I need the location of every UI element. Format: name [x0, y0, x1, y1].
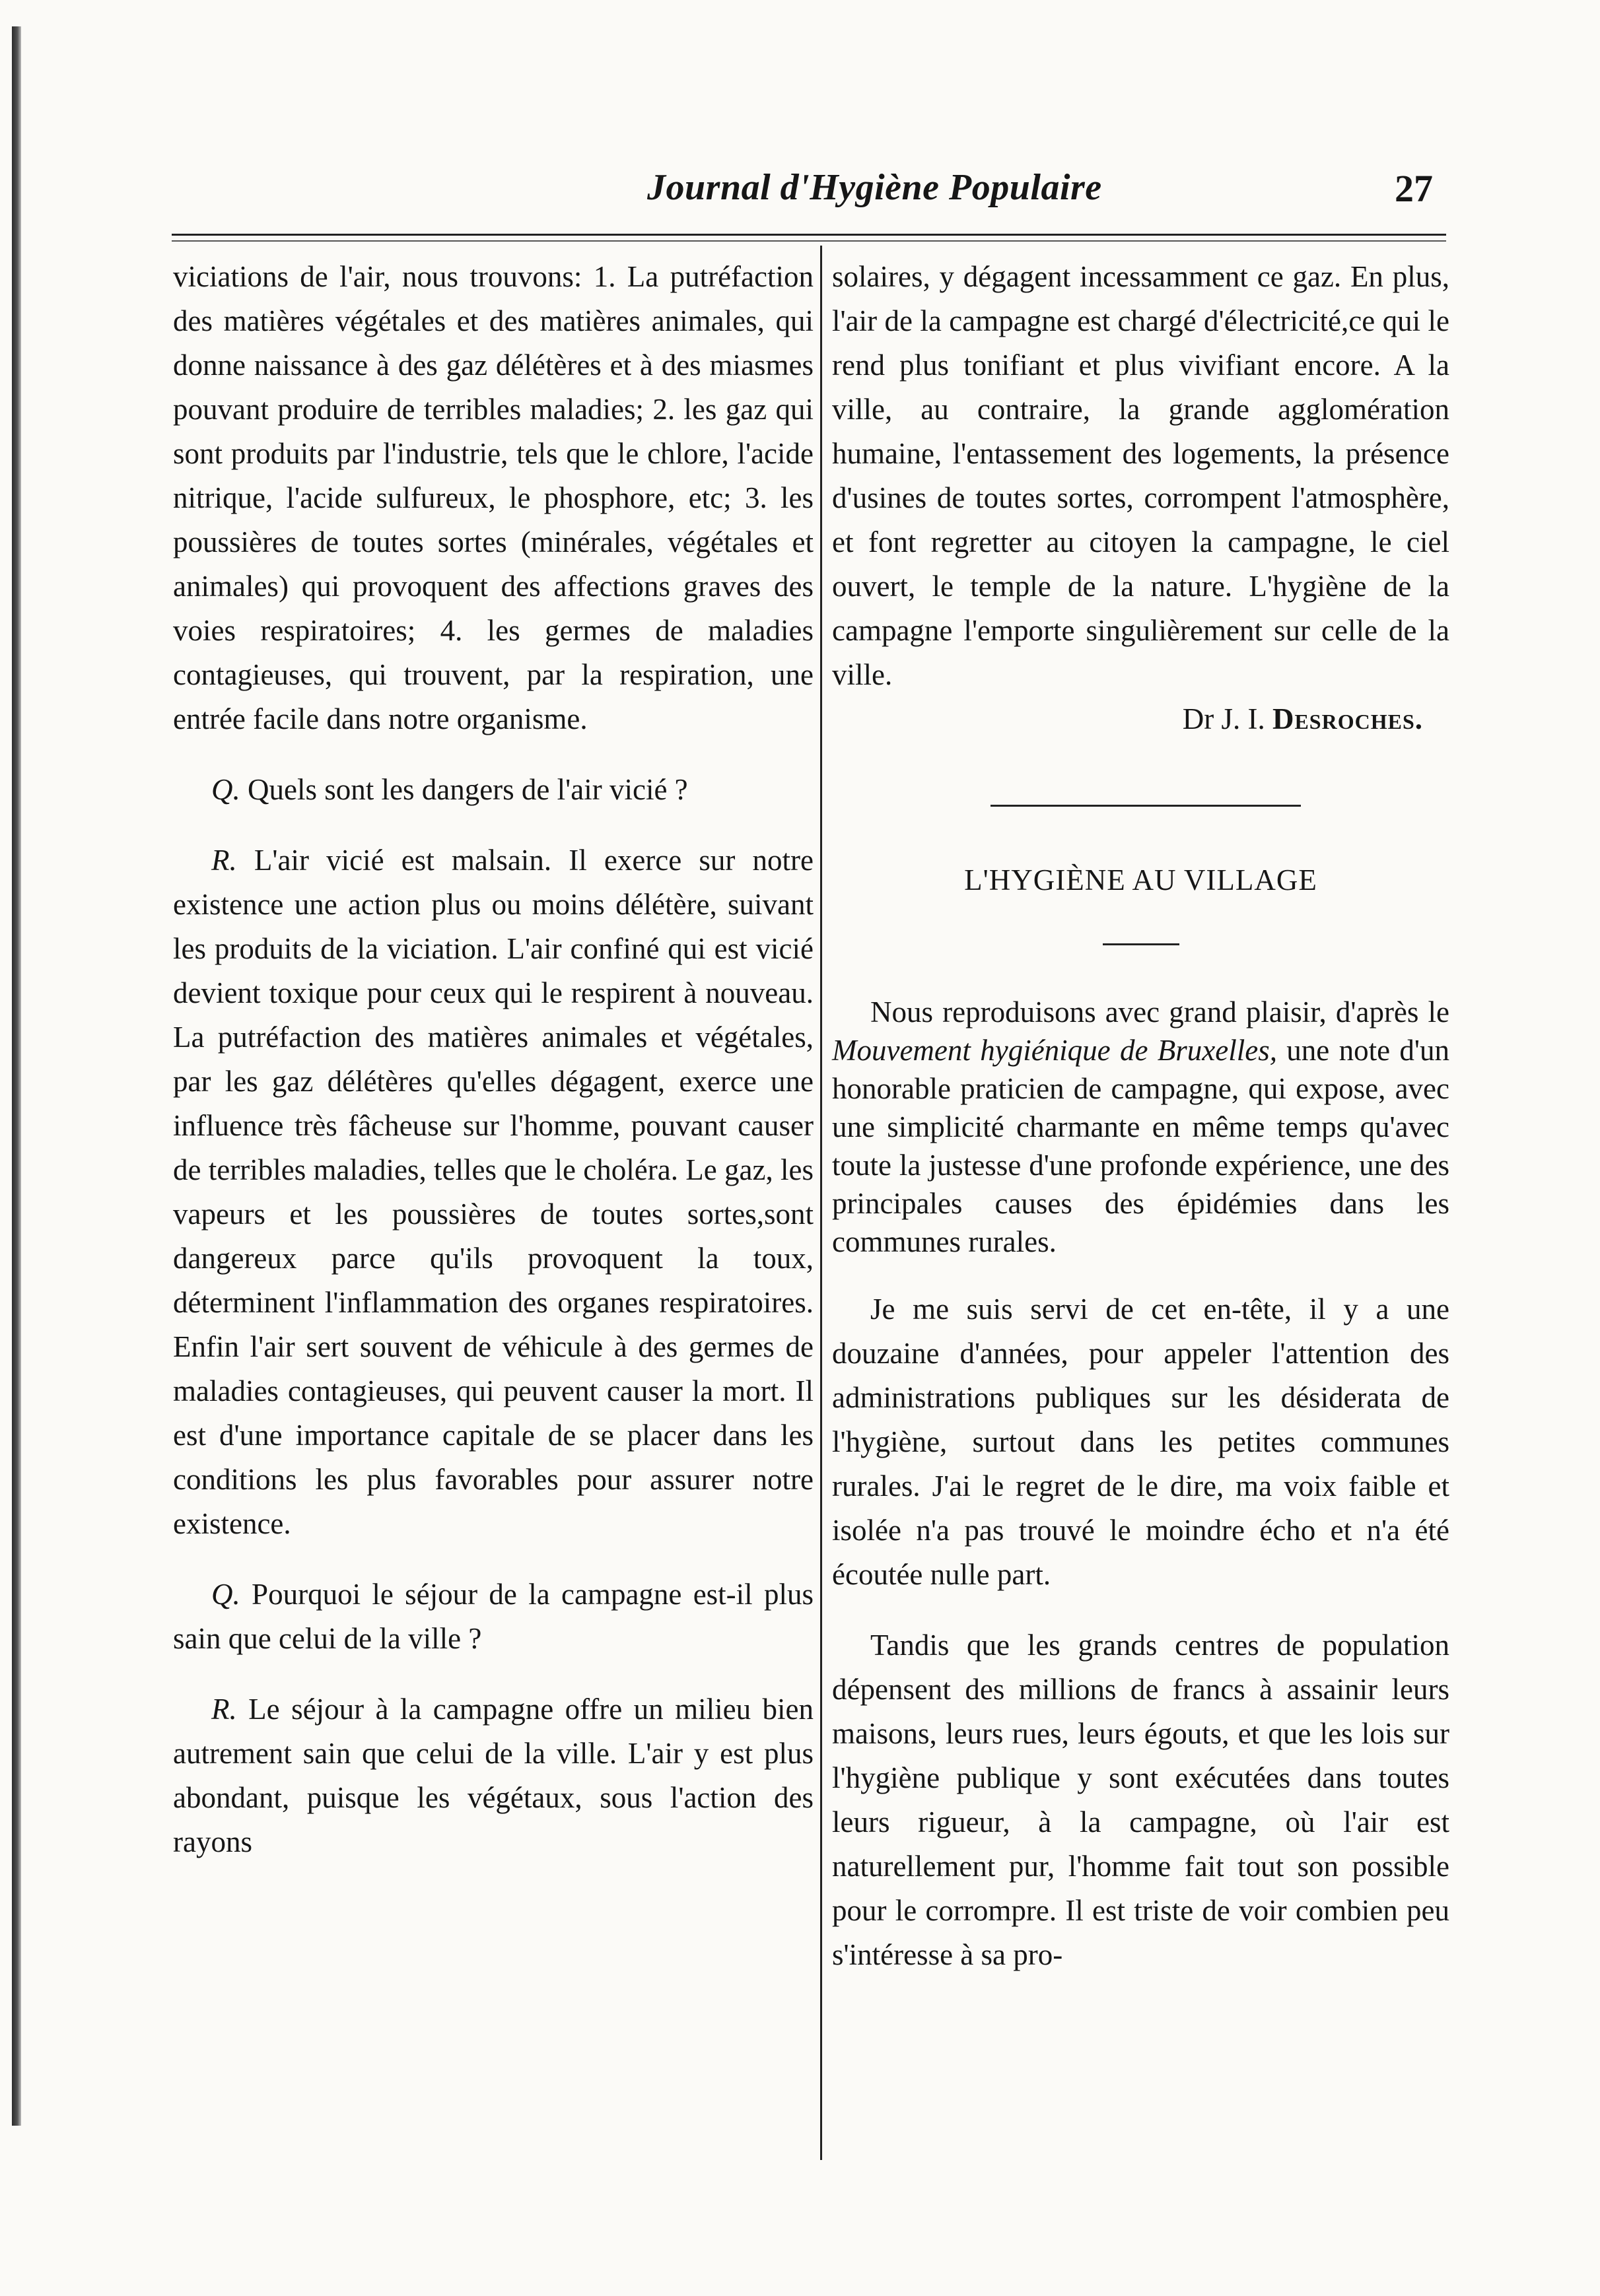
- question-1: [173, 768, 814, 812]
- question-label: Q.: [211, 1578, 240, 1611]
- answer-2: [173, 1687, 814, 1864]
- question-2: [173, 1572, 814, 1661]
- body-paragraph-2: Tandis que les grands centres de population dépensent des millions de francs à assainir leurs maisons, leurs rues, leurs égouts, et que les lois sur l'hygiène publique y sont exécutées dans toutes leurs rigueur, à la campagne, où l'air est naturellement pur, l'homme fait tout son possible pour le corrompre. Il est triste de voir combien peu s'intéresse à sa pro-: [832, 1629, 1449, 1971]
- left-column: [173, 255, 814, 1864]
- author-signature: [832, 697, 1449, 741]
- answer-text: L'air vicié est malsain. Il exerce sur notre existence une action plus ou moins délétère, suivant les produits de la viciation. L'air confiné qui est vicié devient toxique pour ceux qui le respirent à nouveau. La putréfaction des matières animales et végétales, par les gaz délétères qu'elles dégagent, exerce une influence très fâcheuse sur l'homme, pouvant causer de terribles maladies, telles que le choléra. Le gaz, les vapeurs et les poussières de toutes sortes,sont dangereux parce qu'ils provoquent la toux, déterminent l'inflammation des organes respiratoires. Enfin l'air sert souvent de véhicule à des germes de maladies contagieuses, qui peuvent causer la mort. Il est d'une importance capitale de se placer dans les conditions les plus favorables pour assurer notre existence.: [173, 844, 814, 1540]
- answer-label: R.: [211, 844, 237, 877]
- page-binding-edge: [12, 26, 21, 2126]
- intro-source: Mouvement hygiénique de Bruxelles,: [832, 1034, 1277, 1067]
- answer-text: Le séjour à la campagne offre un milieu bien autrement sain que celui de la ville. L'air y est plus abondant, puisque les végétaux, sous l'action des rayons: [173, 1693, 814, 1858]
- intro-after: une note d'un honorable praticien de campagne, qui expose, avec une simplicité charmante en même temps qu'avec toute la justesse d'une profonde expérience, une des principales causes des épidémies dans les communes rurales.: [832, 1034, 1449, 1258]
- column-divider: [820, 246, 822, 2160]
- page-number: 27: [1395, 167, 1433, 210]
- body-paragraph-1: Je me suis servi de cet en-tête, il y a une douzaine d'années, pour appeler l'attention des administrations publiques sur les désiderata de l'hygiène, surtout dans les petites communes rurales. J'ai le regret de le dire, ma voix faible et isolée n'a pas trouvé le moindre écho et n'a été écoutée nulle part.: [832, 1293, 1449, 1591]
- continuation-paragraph: solaires, y dégagent incessamment ce gaz. En plus, l'air de la campagne est chargé d'électricité,ce qui le rend plus tonifiant et plus vivifiant encore. A la ville, au contraire, la grande agglomération humaine, l'entassement des logements, la présence d'usines de toutes sortes, corrompent l'atmosphère, et font regretter au citoyen la campagne, le ciel ouvert, le temple de la nature. L'hygiène de la campagne l'emporte singulièrement sur celle de la ville.: [832, 260, 1449, 691]
- question-text: Quels sont les dangers de l'air vicié ?: [240, 773, 688, 806]
- signature-name: Desroches.: [1272, 702, 1423, 735]
- answer-1: [173, 838, 814, 1546]
- question-text: Pourquoi le séjour de la campagne est-il plus sain que celui de la ville ?: [173, 1578, 814, 1655]
- right-column: [832, 255, 1449, 1977]
- journal-title: Journal d'Hygiène Populaire: [647, 167, 1102, 208]
- section-separator-rule: [991, 805, 1301, 807]
- header-rule-secondary: [172, 240, 1446, 242]
- answer-label: R.: [211, 1693, 237, 1726]
- header-rule: [172, 234, 1446, 236]
- intro-paragraph: [832, 993, 1449, 1261]
- title-underline-rule: [1103, 943, 1179, 945]
- paragraph-text: viciations de l'air, nous trouvons: 1. La putréfaction des matières végétales et des matières animales, qui donne naissance à des gaz délétères et à des miasmes pouvant produire de terribles maladies; 2. les gaz qui sont produits par l'industrie, tels que le chlore, l'acide nitrique, l'acide sulfureux, le phosphore, etc; 3. les poussières de toutes sortes (minérales, végétales et animales) qui provoquent des affections graves des voies respiratoires; 4. les germes de maladies contagieuses, qui trouvent, par la respiration, une entrée facile dans notre organisme.: [173, 260, 814, 735]
- signature-prefix: Dr J. I.: [1182, 702, 1272, 735]
- running-header: [172, 166, 1446, 219]
- intro-before: Nous reproduisons avec grand plaisir, d'après le: [870, 996, 1449, 1029]
- question-label: Q.: [211, 773, 240, 806]
- section-title: L'HYGIÈNE AU VILLAGE: [964, 863, 1317, 896]
- left-paragraph-1: [173, 255, 814, 741]
